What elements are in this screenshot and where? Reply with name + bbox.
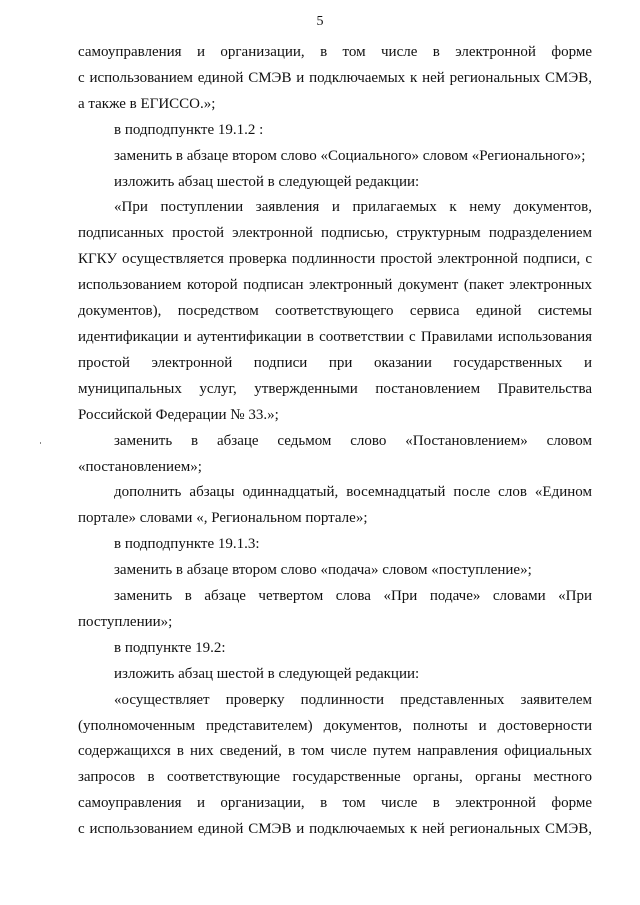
text-line: а также в ЕГИССО.»;: [78, 95, 216, 112]
text-line: с использованием единой СМЭВ и подключаемых к ней региональных СМЭВ,: [78, 69, 592, 86]
text-line: изложить абзац шестой в следующей редакции:: [114, 665, 420, 682]
text-line: изложить абзац шестой в следующей редакции:: [114, 173, 420, 190]
text-line: муниципальных услуг, утвержденными постановлением Правительства: [78, 380, 592, 397]
paragraph: [78, 144, 592, 170]
text-line: заменить в абзаце седьмом слово «Постановлением» словом: [114, 432, 592, 449]
text-line: портале» словами «, Региональном портале»;: [78, 510, 368, 527]
text-line: с использованием единой СМЭВ и подключаемых к ней региональных СМЭВ,: [78, 821, 592, 838]
paragraph: [78, 429, 592, 481]
text-line: идентификации и аутентификации в соответствии с Правилами использования: [78, 328, 592, 345]
text-line: поступлении»;: [78, 613, 173, 630]
text-line: использованием которой подписан электронный документ (пакет электронных: [78, 277, 592, 294]
paragraph: [78, 662, 592, 688]
text-line: простой электронной подписи при оказании государственных и: [78, 354, 592, 371]
text-line: самоуправления и организации, в том числе в электронной форме: [78, 44, 592, 60]
text-line: в подподпункте 19.1.3:: [114, 536, 260, 553]
paragraph: [78, 688, 592, 843]
text-line: Российской Федерации № 33.»;: [78, 406, 279, 423]
paragraph: [78, 636, 592, 662]
text-line: в подпункте 19.2:: [114, 639, 226, 656]
text-line: «постановлением»;: [78, 458, 202, 475]
paragraph: [78, 558, 592, 584]
text-line: подписанных простой электронной подписью, структурным подразделением: [78, 225, 592, 242]
text-line: «При поступлении заявления и прилагаемых к нему документов,: [114, 199, 592, 216]
text-line: (уполномоченным представителем) документов, полноты и достоверности: [78, 717, 592, 734]
text-line: дополнить абзацы одиннадцатый, восемнадцатый после слов «Едином: [114, 484, 592, 501]
text-line: документов), посредством соответствующего сервиса единой системы: [78, 303, 592, 320]
document-body: [78, 40, 592, 843]
text-line: заменить в абзаце втором слово «Социального» словом «Регионального»;: [114, 147, 586, 164]
text-line: содержащихся в них сведений, в том числе путем направления официальных: [78, 743, 592, 760]
paragraph: [78, 170, 592, 196]
text-line: запросов в соответствующие государственные органы, органы местного: [78, 769, 592, 786]
paragraph: [78, 480, 592, 532]
text-line: заменить в абзаце втором слово «подача» словом «поступление»;: [114, 562, 532, 579]
text-line: самоуправления и организации, в том числе в электронной форме: [78, 795, 592, 812]
paragraph: [78, 195, 592, 428]
paragraph: [78, 118, 592, 144]
paragraph: [78, 532, 592, 558]
text-line: «осуществляет проверку подлинности представленных заявителем: [114, 691, 592, 708]
paragraph: [78, 584, 592, 636]
page-number: 5: [316, 14, 324, 29]
margin-mark: [40, 442, 41, 444]
text-line: заменить в абзаце четвертом слова «При подаче» словами «При: [114, 588, 592, 605]
paragraph: [78, 40, 592, 118]
text-line: в подподпункте 19.1.2 :: [114, 121, 264, 138]
text-line: КГКУ осуществляется проверка подлинности простой электронной подписи, с: [78, 251, 592, 268]
